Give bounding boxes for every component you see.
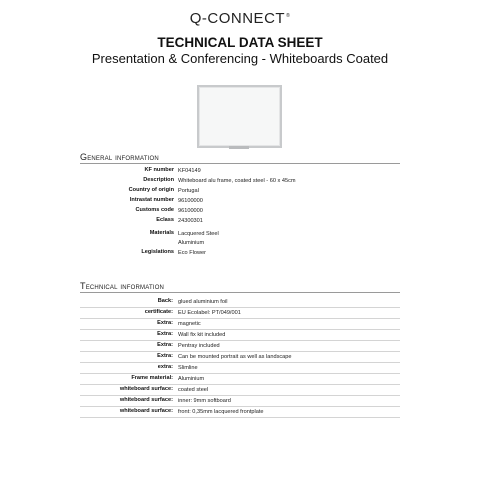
general-info-value [178, 167, 201, 176]
technical-info-label: Extra: [157, 320, 173, 326]
general-info-row [80, 176, 400, 186]
general-info-row [80, 216, 400, 229]
technical-info-value: magnetic [178, 321, 201, 327]
technical-info-label: whiteboard surface: [119, 397, 173, 403]
general-info-value [178, 207, 203, 216]
general-info-label: Country of origin [128, 187, 174, 193]
technical-info-value: Aluminium [178, 376, 205, 382]
technical-info-label: whiteboard surface: [119, 386, 173, 392]
technical-info-row [80, 374, 400, 385]
section-heading-technical-text: Technical information [80, 281, 165, 291]
technical-info-label: Extra: [157, 331, 173, 337]
general-info-row [80, 248, 400, 258]
general-info-label: Description [143, 177, 174, 183]
brand-logo [0, 10, 480, 27]
technical-info-value: EU Ecolabel: PT/049/001 [178, 310, 241, 316]
whiteboard-pen-tray [229, 146, 249, 149]
general-info-label: KF number [144, 167, 174, 173]
technical-info-value: inner: 9mm softboard [178, 398, 231, 404]
general-info-value-line: KF04149 [178, 168, 201, 174]
technical-info-row [80, 363, 400, 374]
general-info-row [80, 196, 400, 206]
technical-info-value: Slimline [178, 365, 198, 371]
technical-info-row [80, 308, 400, 319]
section-heading-general-text: General information [80, 152, 159, 162]
technical-info-label: Back: [157, 298, 173, 304]
general-info-label: Intrastat number [129, 197, 174, 203]
general-info-value-line: Aluminium [178, 240, 205, 246]
technical-info-value: coated steel [178, 387, 209, 393]
technical-info-row [80, 396, 400, 407]
brand-logo-text: Q-CONNECT [189, 10, 286, 27]
general-info-value-line: Lacquered Steel [178, 231, 219, 237]
general-info-value-line: 24300301 [178, 218, 203, 224]
technical-info-value: glued aluminium foil [178, 299, 228, 305]
general-info-value-line: 96100000 [178, 208, 203, 214]
section-heading-technical [80, 281, 400, 293]
technical-info-value: Can be mounted portrait as well as landscape [178, 354, 292, 360]
technical-info-row [80, 407, 400, 418]
technical-info-row [80, 352, 400, 363]
general-info-row [80, 206, 400, 216]
general-info-value-line: 96100000 [178, 198, 203, 204]
general-info-value-line: Whiteboard alu frame, coated steel - 60 x 45cm [178, 178, 296, 184]
general-info-list [80, 166, 400, 258]
general-info-label: Materials [149, 230, 174, 236]
general-info-value [178, 249, 206, 258]
technical-info-value: front: 0,35mm lacquered frontplate [178, 409, 264, 415]
page-title: TECHNICAL DATA SHEET [157, 35, 323, 50]
product-image-whiteboard [197, 85, 282, 148]
technical-info-list [80, 297, 400, 418]
technical-info-row [80, 330, 400, 341]
technical-info-row [80, 385, 400, 396]
general-info-row [80, 186, 400, 196]
technical-info-row [80, 341, 400, 352]
technical-info-label: Frame material: [131, 375, 173, 381]
general-info-value-line: Eco Flower [178, 250, 206, 256]
general-info-value [178, 230, 219, 248]
technical-info-label: certificate: [144, 309, 173, 315]
technical-info-label: extra: [157, 364, 173, 370]
technical-info-value: Wall fix kit included [178, 332, 226, 338]
section-heading-general [80, 152, 400, 164]
trademark-mark: ® [286, 13, 291, 19]
technical-info-row [80, 319, 400, 330]
general-info-value [178, 187, 199, 196]
general-info-value-line: Portugal [178, 188, 199, 194]
general-info-row [80, 229, 400, 248]
general-info-value [178, 197, 203, 206]
technical-info-label: Extra: [157, 353, 173, 359]
technical-info-row [80, 297, 400, 308]
general-info-label: Customs code [135, 207, 174, 213]
general-info-label: Legislations [141, 249, 174, 255]
technical-info-label: whiteboard surface: [119, 408, 173, 414]
general-info-value [178, 177, 296, 186]
page-subtitle: Presentation & Conferencing - Whiteboards Coated [91, 51, 389, 66]
general-info-label: Eclass [156, 217, 174, 223]
general-info-row [80, 166, 400, 176]
technical-info-value: Pentray included [178, 343, 220, 349]
technical-info-label: Extra: [157, 342, 173, 348]
general-info-value [178, 217, 203, 226]
